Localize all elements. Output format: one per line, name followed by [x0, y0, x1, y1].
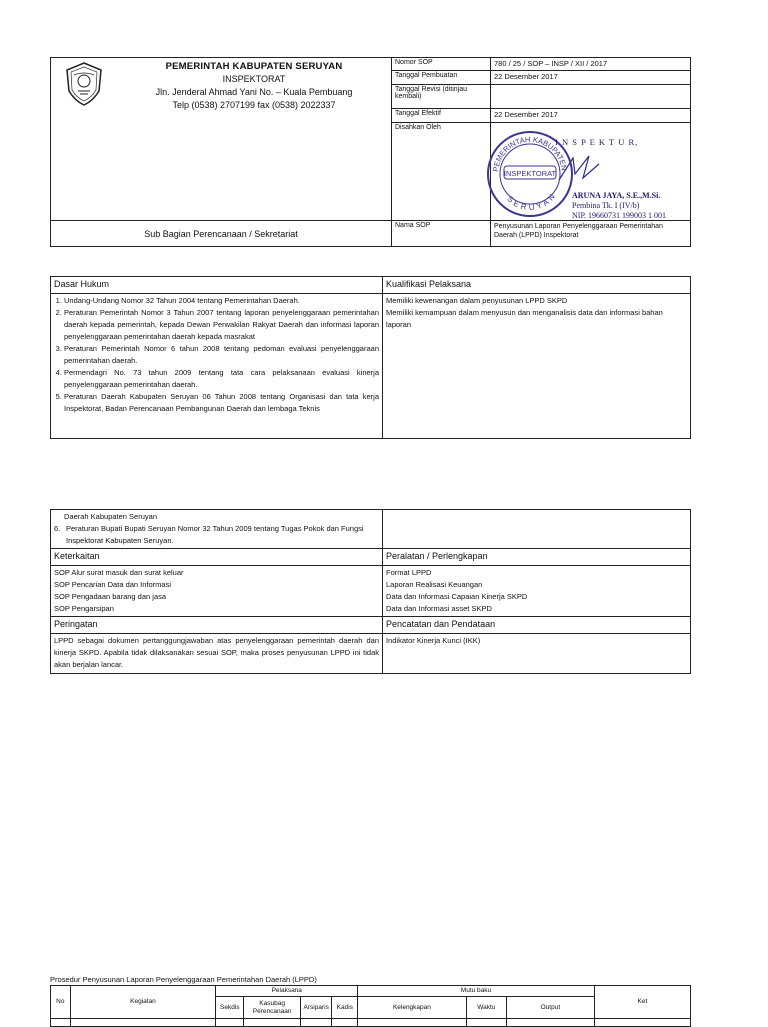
table-cell [51, 1019, 71, 1027]
table-cell [244, 1019, 301, 1027]
legal-basis-continued-cell [51, 510, 383, 549]
list-item: SOP Pengadaan barang dan jasa [54, 592, 167, 601]
warning-header: Peringatan [51, 617, 383, 634]
procedure-table [50, 985, 691, 1027]
col-kasubag-header: Kasubag Perencanaan [244, 997, 301, 1019]
legal-basis-header: Dasar Hukum [51, 277, 383, 294]
col-completeness-header: Kelengkapan [358, 997, 467, 1019]
organization-name: PEMERINTAH KABUPATEN SERUYAN [165, 61, 343, 72]
logo-cell [51, 58, 118, 221]
stamp-center-text: INSPEKTORAT [503, 169, 557, 178]
stamp-top-text: PEMERINTAH KABUPATEN [491, 134, 569, 173]
legal-item: 4. Permendagri No. 73 tahun 2009 tentang tata cara pelaksanaan evaluasi kinerja penyelenggaraan pemerintahan daerah. [64, 367, 379, 391]
legal-basis-table [50, 276, 691, 439]
sop-number-label: Nomor SOP [392, 58, 491, 71]
legal-item: Peraturan Bupati Bupati Seruyan Nomor 32 Tahun 2009 tentang Tugas Pokok dan Fungsi Inspektorat Kabupaten Seruyan. [66, 524, 364, 545]
signatory-nip: NIP. 19660731 199003 1 001 [572, 211, 667, 220]
table-cell [594, 1019, 690, 1027]
sub-unit-name: Sub Bagian Perencanaan / Sekretariat [51, 221, 392, 247]
col-time-header: Waktu [466, 997, 506, 1019]
signature-scribble-icon [555, 150, 605, 190]
organization-cell [117, 58, 392, 221]
revision-date-label: Tanggal Revisi (ditinjau kembali) [392, 85, 491, 109]
legal-item-number: 6. [54, 524, 61, 533]
list-item: Data dan Informasi Capaian Kinerja SKPD [386, 592, 528, 601]
office-name: INSPEKTORAT [222, 74, 286, 84]
qualification-header: Kualifikasi Pelaksana [383, 277, 691, 294]
empty-cell [383, 510, 691, 549]
list-item: SOP Alur surat masuk dan surat keluar [54, 568, 184, 577]
effective-date-value: 22 Desember 2017 [491, 109, 691, 123]
related-sop-header: Keterkaitan [51, 549, 383, 566]
created-date-value: 22 Desember 2017 [491, 71, 691, 85]
list-item: Data dan Informasi asset SKPD [386, 604, 492, 613]
table-cell [301, 1019, 332, 1027]
legal-basis-list [54, 295, 379, 415]
approved-by-label: Disahkan Oleh [392, 123, 491, 221]
records-header: Pencatatan dan Pendataan [383, 617, 691, 634]
sop-number-value: 780 / 25 / SOP – INSP / XII / 2017 [491, 58, 691, 71]
table-cell [70, 1019, 216, 1027]
table-cell [506, 1019, 594, 1027]
col-output-header: Output [506, 997, 594, 1019]
regency-emblem-icon [63, 61, 105, 107]
list-item: Format LPPD [386, 568, 432, 577]
legal-item: 3. Peraturan Pemerintah Nomor 6 tahun 2008 tentang pedoman evaluasi penyelenggaraan pemerintahan daerah. [64, 343, 379, 367]
table-cell [358, 1019, 467, 1027]
records-text: Indikator Kinerja Kunci (IKK) [383, 634, 691, 674]
legal-item: 5. Peraturan Daerah Kabupaten Seruyan 06 Tahun 2008 tentang Organisasi dan tata kerja Inspektorat, Badan Perencanaan Pembangunan Daerah dan lembaga Teknis [64, 391, 379, 415]
col-quality-header: Mutu baku [358, 986, 595, 997]
warning-text: LPPD sebagai dokumen pertanggungjawaban atas penyelenggaraan pemerintah daerah dan kinerja SKPD. Apabila tidak dilaksanakan sesuai SOP, maka proses penyusunan LPPD ini tidak akan berjalan lancar. [51, 634, 383, 674]
legal-basis-list-cell [51, 294, 383, 439]
col-activity-header: Kegiatan [70, 986, 216, 1019]
signatory-name: ARUNA JAYA, S.E.,M.Si. [572, 191, 661, 200]
table-cell [216, 1019, 244, 1027]
col-no-header: No [51, 986, 71, 1019]
qualification-text: Memiliki kewenangan dalam penyusunan LPPD SKPD Memiliki kemampuan dalam menyusun dan menganalisis data dan informasi bahan laporan [383, 294, 691, 439]
procedure-title: Prosedur Penyusunan Laporan Penyelenggaraan Pemerintahan Daerah (LPPD) [50, 975, 317, 984]
equipment-list [383, 566, 691, 617]
list-item: Laporan Realisasi Keuangan [386, 580, 483, 589]
office-phone: Telp (0538) 2707199 fax (0538) 2022337 [172, 100, 336, 110]
col-notes-header: Ket [594, 986, 690, 1019]
list-item: SOP Pengarsipan [54, 604, 114, 613]
requirements-table [50, 509, 691, 674]
signatory-rank: Pembina Tk. I (IV/b) [572, 201, 640, 210]
related-sop-list [51, 566, 383, 617]
signature-title: I N S P E K T U R, [555, 137, 639, 147]
sop-name-label: Nama SOP [392, 221, 491, 247]
legal-item: 1. Undang-Undang Nomor 32 Tahun 2004 tentang Pemerintahan Daerah. [64, 295, 379, 307]
col-archivist-header: Arsiparis [301, 997, 332, 1019]
stamp-bottom-text: SERUYAN [505, 189, 559, 213]
effective-date-label: Tanggal Efektif [392, 109, 491, 123]
office-address: Jln. Jenderal Ahmad Yani No. – Kuala Pembuang [155, 87, 353, 97]
svg-text:SERUYAN [505, 190, 558, 212]
table-cell [332, 1019, 358, 1027]
sop-name-value: Penyusunan Laporan Penyelenggaraan Pemerintahan Daerah (LPPD) Inspektorat [491, 221, 691, 247]
col-sekdis-header: Sekdis [216, 997, 244, 1019]
legal-item-continued: Daerah Kabupaten Seruyan [64, 512, 157, 521]
col-executor-header: Pelaksana [216, 986, 358, 997]
revision-date-value [491, 85, 691, 109]
legal-item: 2. Peraturan Pemerintah Nomor 3 Tahun 2007 tentang laporan penyelenggaraan pemerintahan daerah kepada pemerintah, kepada Dewan Perwakilan Rakyat Daerah dan informasi laporan penyelenggaraan pemerintahan daerah kepada masrakat [64, 307, 379, 343]
col-kadis-header: Kadis [332, 997, 358, 1019]
equipment-header: Peralatan / Perlengkapan [383, 549, 691, 566]
list-item: SOP Pencarian Data dan Informasi [54, 580, 172, 589]
created-date-label: Tanggal Pembuatan [392, 71, 491, 85]
table-cell [466, 1019, 506, 1027]
